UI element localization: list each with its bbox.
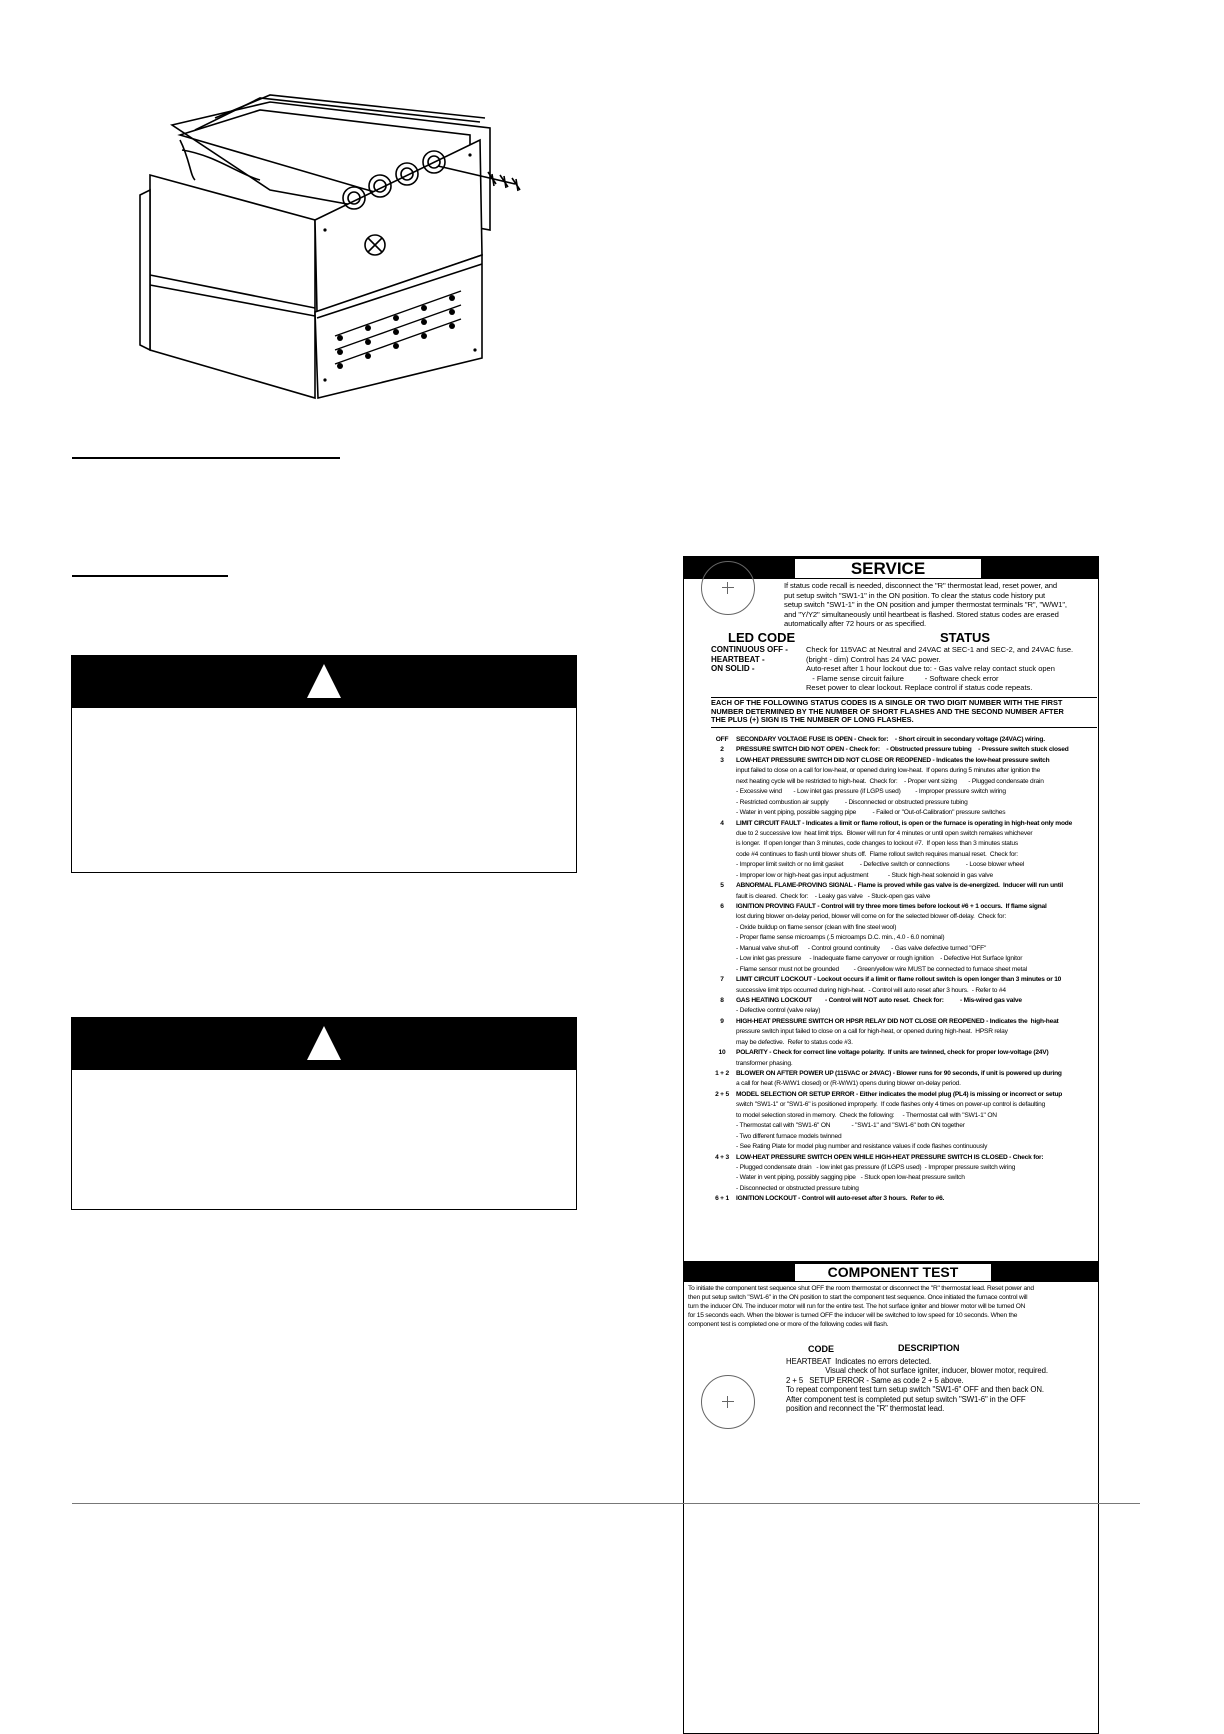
status-code-number: 2: [720, 746, 724, 754]
component-row: Visual check of hot surface igniter, inducer, blower motor, required.: [786, 1366, 1048, 1376]
component-intro-line: To initiate the component test sequence shut OFF the room thermostat or disconnect the "R" thermostat lead. Reset power and: [688, 1285, 1034, 1292]
component-row: HEARTBEAT Indicates no errors detected.: [786, 1357, 932, 1366]
status-code-text: code #4 continues to flash until blower shuts off. Flame rollout switch requires manual reset. Check for:: [736, 850, 1018, 858]
status-code-number: 10: [718, 1049, 726, 1057]
code-header: CODE: [808, 1344, 835, 1354]
status-code-number: 5: [720, 882, 724, 890]
status-code-line: [710, 1132, 1098, 1142]
section-heading-rule-2: [72, 575, 228, 577]
status-code-line: [710, 808, 1098, 818]
status-code-line: [710, 1069, 1098, 1079]
led-rows: [711, 645, 1097, 693]
status-code-line: [710, 766, 1098, 776]
component-row: position and reconnect the "R" thermostat lead.: [786, 1404, 945, 1414]
service-intro: [784, 581, 1096, 629]
status-code-text: POLARITY - Check for correct line voltage polarity. If units are twinned, check for proper low-voltage (24V): [736, 1049, 1049, 1057]
status-code-line: [710, 829, 1098, 839]
status-code-number: 9: [720, 1017, 724, 1025]
status-code-line: [710, 954, 1098, 964]
status-code-text: - Excessive wind - Low inlet gas pressure (if LGPS used) - Improper pressure switch wiring: [736, 788, 1006, 796]
status-code-text: may be defective. Refer to status code #3.: [736, 1038, 853, 1046]
footer-rule: [72, 1503, 1140, 1504]
status-code-text: - Flame sensor must not be grounded - Green/yellow wire MUST be connected to furnace sheet metal: [736, 965, 1027, 973]
status-code-line: [710, 860, 1098, 870]
status-code-list: [710, 735, 1098, 1205]
component-row: To repeat component test turn setup switch "SW1-6" OFF and then back ON.: [786, 1385, 1044, 1395]
service-title: SERVICE: [794, 558, 982, 579]
divider: [711, 727, 1097, 728]
component-row: After component test is completed put setup switch "SW1-6" in the OFF: [786, 1394, 1026, 1404]
status-code-line: [710, 1038, 1098, 1048]
component-intro-line: component test is completed one or more of the following codes will flash.: [688, 1321, 889, 1329]
status-code-line: [710, 975, 1098, 985]
status-code-text: - Improper limit switch or no limit gasket - Defective switch or connections - Loose blower wheel: [736, 861, 1025, 869]
warning-header-2: [72, 1018, 576, 1070]
component-intro-line: for 15 seconds each. When the blower is turned OFF the inducer will be switched to low speed for 10 seconds. When the: [688, 1312, 1018, 1320]
status-code-line: [710, 944, 1098, 954]
status-code-line: [710, 986, 1098, 996]
status-code-line: [710, 1173, 1098, 1183]
status-code-text: LOW-HEAT PRESSURE SWITCH OPEN WHILE HIGH-HEAT PRESSURE SWITCH IS CLOSED - Check for:: [736, 1153, 1044, 1161]
status-code-text: - Plugged condensate drain - low inlet gas pressure (if LGPS used) - Improper pressure switch wiring: [736, 1163, 1016, 1171]
status-code-text: BLOWER ON AFTER POWER UP (115VAC or 24VAC) - Blower runs for 90 seconds, if unit is powered up during: [736, 1070, 1062, 1077]
status-code-line: [710, 1027, 1098, 1037]
status-code-text: - Defective control (valve relay): [736, 1007, 821, 1015]
led-status: - Flame sense circuit failure - Software check error: [806, 673, 999, 683]
furnace-illustration-icon: [120, 80, 540, 410]
status-code-line: [710, 871, 1098, 881]
status-code-text: a call for heat (R-W/W1 closed) or (R-W/W1) opens during blower on-delay period.: [736, 1080, 961, 1088]
status-code-text: pressure switch input failed to close on a call for high-heat, or opened during high-heat. HPSR relay: [736, 1028, 1008, 1036]
status-code-line: [710, 1194, 1098, 1204]
status-code-notice: [711, 699, 1097, 725]
status-code-line: [710, 923, 1098, 933]
status-code-text: IGNITION PROVING FAULT - Control will try three more times before lockout #6 + 1 occurs. If flame signal: [736, 903, 1047, 910]
status-code-line: [710, 819, 1098, 829]
status-code-text: PRESSURE SWITCH DID NOT OPEN - Check for: - Obstructed pressure tubing - Pressure switch stuck closed: [736, 746, 1069, 754]
component-rows: [786, 1357, 1096, 1413]
status-code-text: SECONDARY VOLTAGE FUSE IS OPEN - Check for: - Short circuit in secondary voltage (24VAC) wiring.: [736, 736, 1045, 743]
status-code-number: 8: [720, 996, 724, 1004]
status-code-line: [710, 965, 1098, 975]
status-code-text: fault is cleared. Check for: - Leaky gas valve - Stuck-open gas valve: [736, 892, 931, 900]
warning-triangle-icon: [307, 664, 341, 698]
status-code-line: [710, 1111, 1098, 1121]
status-code-line: [710, 1163, 1098, 1173]
status-code-line: [710, 1153, 1098, 1163]
status-code-line: [710, 902, 1098, 912]
status-code-number: 4 + 3: [715, 1153, 729, 1161]
status-code-text: - Manual valve shut-off - Control ground continuity - Gas valve defective turned "OFF": [736, 944, 987, 952]
intro-line: setup switch "SW1-1" in the ON position and jumper thermostat terminals "R", "W/W1",: [784, 600, 1067, 610]
led-code: ON SOLID -: [711, 664, 755, 674]
notice-line: THE PLUS (+) SIGN IS THE NUMBER OF LONG FLASHES.: [711, 715, 914, 725]
status-code-line: [710, 1100, 1098, 1110]
warning-box-1: [71, 655, 577, 873]
status-code-text: - Thermostat call with "SW1-6" ON - "SW1-1" and "SW1-6" both ON together: [736, 1122, 965, 1130]
status-code-text: transformer phasing.: [736, 1059, 793, 1067]
status-code-line: [710, 745, 1098, 755]
intro-line: and "Y/Y2" simultaneously until heartbeat is flashed. Stored status codes are erased: [784, 609, 1059, 619]
status-code-line: [710, 798, 1098, 808]
status-code-text: IGNITION LOCKOUT - Control will auto-reset after 3 hours. Refer to #6.: [736, 1195, 945, 1203]
warning-header-1: [72, 656, 576, 708]
status-code-number: 4: [720, 819, 724, 827]
status-code-line: [710, 892, 1098, 902]
status-code-line: [710, 1142, 1098, 1152]
status-code-line: [710, 1059, 1098, 1069]
notice-line: NUMBER DETERMINED BY THE NUMBER OF SHORT FLASHES AND THE SECOND NUMBER AFTER: [711, 706, 1064, 716]
led-code: CONTINUOUS OFF -: [711, 645, 788, 654]
status-code-text: - Improper low or high-heat gas input adjustment - Stuck high-heat solenoid in gas valve: [736, 871, 993, 879]
component-intro: [688, 1284, 1096, 1329]
status-code-line: [710, 912, 1098, 922]
status-code-text: - See Rating Plate for model plug number and resistance values if code flashes continuously: [736, 1143, 988, 1151]
status-code-text: HIGH-HEAT PRESSURE SWITCH OR HPSR RELAY DID NOT CLOSE OR REOPENED - Indicates the high-heat: [736, 1017, 1059, 1025]
status-code-line: [710, 1184, 1098, 1194]
status-code-line: [710, 850, 1098, 860]
status-code-text: successive limit trips occurred during high-heat. - Control will auto reset after 3 hours. - Refer to #4: [736, 986, 1006, 994]
led-code-header: LED CODE: [728, 630, 796, 645]
notice-line: EACH OF THE FOLLOWING STATUS CODES IS A SINGLE OR TWO DIGIT NUMBER WITH THE FIRST: [711, 698, 1063, 707]
component-row: 2 + 5 SETUP ERROR - Same as code 2 + 5 above.: [786, 1375, 964, 1385]
status-header: STATUS: [940, 630, 991, 645]
description-header: DESCRIPTION: [898, 1343, 960, 1353]
status-code-line: [710, 1090, 1098, 1100]
status-code-text: - Disconnected or obstructed pressure tubing: [736, 1184, 859, 1192]
mounting-hole-icon: [701, 561, 755, 615]
status-code-text: LIMIT CIRCUIT LOCKOUT - Lockout occurs if a limit or flame rollout switch is open longer than 3 minutes or 10: [736, 976, 1062, 984]
service-label: [683, 556, 1099, 1734]
led-code: HEARTBEAT -: [711, 654, 765, 664]
status-code-text: GAS HEATING LOCKOUT - Control will NOT auto reset. Check for: - Mis-wired gas valve: [736, 996, 1022, 1004]
led-status: Check for 115VAC at Neutral and 24VAC at SEC-1 and SEC-2, and 24VAC fuse.: [806, 645, 1074, 654]
status-code-text: next heating cycle will be restricted to high-heat. Check for: - Proper vent sizing - Plugged condensate drain: [736, 777, 1044, 785]
status-code-text: - Oxide buildup on flame sensor (clean with fine steel wool): [736, 923, 897, 931]
status-code-line: [710, 839, 1098, 849]
intro-line: put setup switch "SW1-1" in the ON position. To clear the status code history put: [784, 590, 1045, 600]
status-code-line: [710, 1121, 1098, 1131]
status-code-number: 6: [720, 903, 724, 910]
status-code-number: OFF: [715, 736, 729, 743]
status-code-number: 3: [720, 756, 724, 764]
status-code-text: input failed to close on a call for low-heat, or opened during low-heat. If opens during 5 minutes after ignition the: [736, 767, 1041, 775]
component-test-title: COMPONENT TEST: [794, 1263, 992, 1282]
status-code-text: - Restricted combustion air supply - Disconnected or obstructed pressure tubing: [736, 798, 968, 806]
status-code-text: switch "SW1-1" or "SW1-6" is positioned improperly. If code flashes only 4 times on power-up control is defaulting: [736, 1101, 1046, 1109]
status-code-text: - Proper flame sense microamps (.5 microamps D.C. min., 4.0 - 6.0 nominal): [736, 934, 945, 942]
component-intro-line: turn the inducer ON. The inducer motor will run for the entire test. The hot surface igniter and blower motor will be turned ON: [688, 1303, 1026, 1311]
status-code-text: lost during blower on-delay period, blower will come on for the selected blower off-delay. Check for:: [736, 913, 1006, 921]
warning-box-2: [71, 1017, 577, 1210]
status-code-text: MODEL SELECTION OR SETUP ERROR - Either indicates the model plug (PL4) is missing or incorrect or setup: [736, 1090, 1063, 1098]
status-code-text: - Low inlet gas pressure - Inadequate flame carryover or rough ignition - Defective Hot Surface Ignitor: [736, 955, 1023, 963]
status-code-text: - Water in vent piping, possible sagging pipe - Failed or "Out-of-Calibration" pressure switches: [736, 809, 1006, 817]
status-code-text: - Water in vent piping, possibly sagging pipe - Stuck open low-heat pressure switch: [736, 1174, 965, 1182]
led-status: Reset power to clear lockout. Replace control if status code repeats.: [806, 683, 1033, 693]
status-code-line: [710, 933, 1098, 943]
status-code-text: is longer. If open longer than 3 minutes, code changes to lockout #7. If open less than 3 minutes status: [736, 840, 1018, 848]
status-code-line: [710, 996, 1098, 1006]
led-status: (bright - dim) Control has 24 VAC power.: [806, 654, 941, 664]
status-code-number: 2 + 5: [715, 1090, 729, 1098]
intro-line: automatically after 72 hours or as specified.: [784, 619, 926, 629]
status-code-line: [710, 1048, 1098, 1058]
status-code-text: LIMIT CIRCUIT FAULT - Indicates a limit or flame rollout, is open or the furnace is operating in high-heat only mode: [736, 819, 1073, 827]
component-intro-line: then put setup switch "SW1-6" in the ON position to start the component test sequence. Once initiated the furnace control will: [688, 1294, 1028, 1302]
warning-triangle-icon: [307, 1026, 341, 1060]
status-code-line: [710, 881, 1098, 891]
status-code-number: 7: [720, 976, 724, 984]
status-code-text: LOW-HEAT PRESSURE SWITCH DID NOT CLOSE OR REOPENED - Indicates the low-heat pressure switch: [736, 756, 1050, 764]
status-code-line: [710, 756, 1098, 766]
status-code-text: - Two different furnace models twinned: [736, 1132, 842, 1140]
status-code-line: [710, 1079, 1098, 1089]
status-code-line: [710, 1017, 1098, 1027]
status-code-text: ABNORMAL FLAME-PROVING SIGNAL - Flame is proved while gas valve is de-energized. Inducer will run until: [736, 882, 1064, 890]
intro-line: If status code recall is needed, disconnect the "R" thermostat lead, reset power, and: [784, 581, 1057, 590]
status-code-line: [710, 777, 1098, 787]
status-code-line: [710, 1006, 1098, 1016]
status-code-line: [710, 735, 1098, 745]
mounting-hole-icon: [701, 1375, 755, 1429]
status-code-number: 1 + 2: [715, 1070, 729, 1077]
status-code-line: [710, 787, 1098, 797]
status-code-text: due to 2 successive low heat limit trips. Blower will run for 4 minutes or until open switch remakes whichever: [736, 829, 1033, 837]
led-status: Auto-reset after 1 hour lockout due to: - Gas valve relay contact stuck open: [806, 664, 1055, 674]
status-code-number: 6 + 1: [715, 1195, 729, 1203]
status-code-text: to model selection stored in memory. Check the following: - Thermostat call with "SW1-1" ON: [736, 1111, 997, 1119]
section-heading-rule-1: [72, 457, 340, 459]
